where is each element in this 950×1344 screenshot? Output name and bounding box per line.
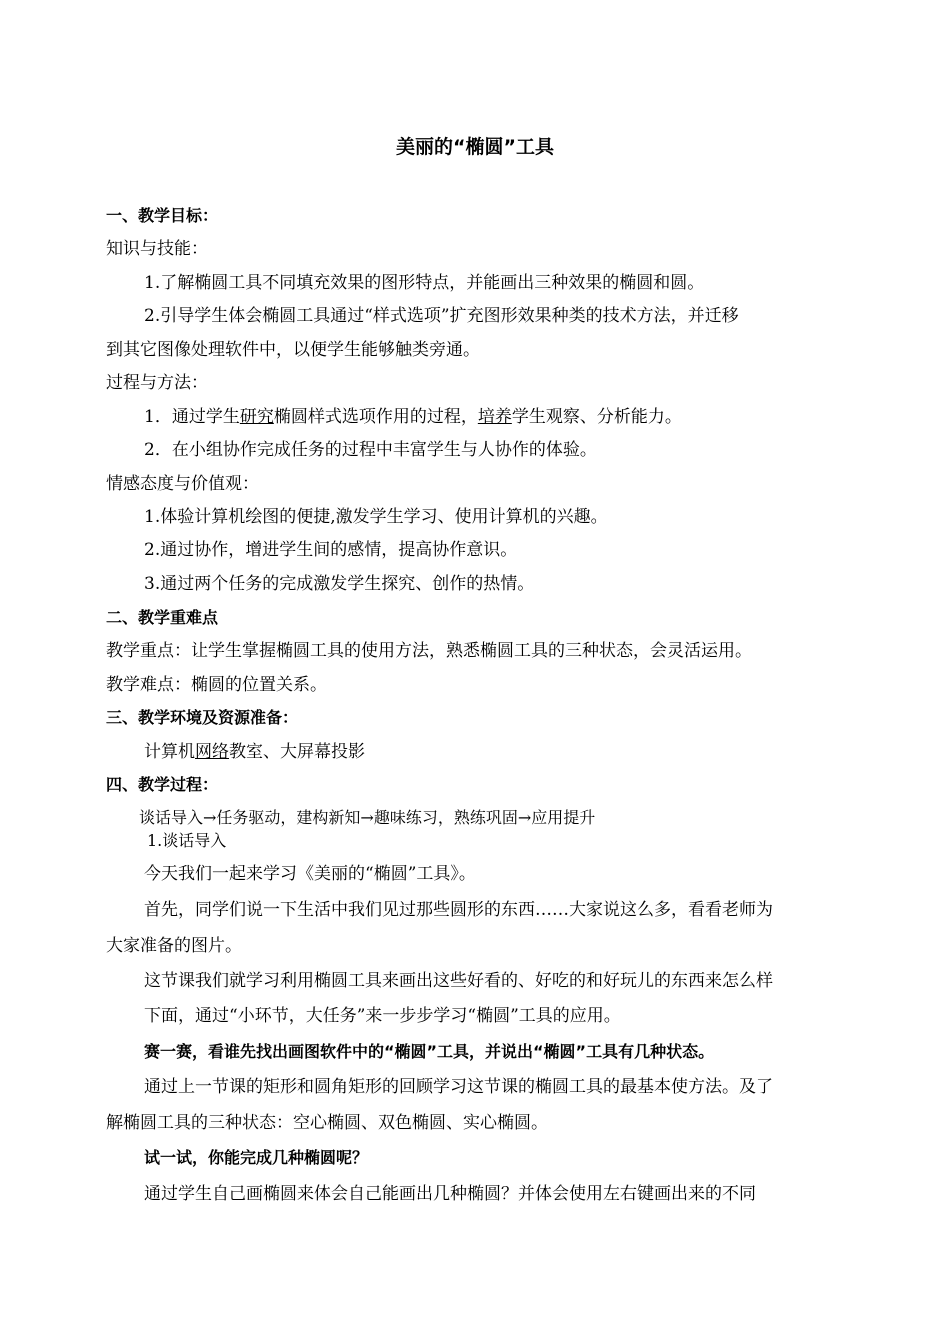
task-2-bold: 试一试，你能完成几种椭圆呢？ [144, 1148, 369, 1167]
emotion-item-1: 1.体验计算机绘图的便捷,激发学生学习、使用计算机的兴趣。 [144, 507, 608, 527]
emotion-item-2: 2.通过协作，增进学生间的感情，提高协作意识。 [144, 540, 518, 560]
section-3-heading: 三、教学环境及资源准备： [106, 708, 299, 727]
step-1-label: 1.谈话导入 [147, 831, 227, 850]
key-point: 教学重点：让学生掌握椭圆工具的使用方法，熟悉椭圆工具的三种状态，会灵活运用。 [106, 641, 752, 661]
underlined-word-cultivate: 培养 [477, 407, 512, 427]
paragraph-2-line-1: 首先，同学们说一下生活中我们见过那些圆形的东西……大家说这么多，看看老师为 [144, 900, 773, 920]
environment-text: 计算机网络教室、大屏幕投影 [144, 742, 365, 762]
paragraph-1: 今天我们一起来学习《美丽的“椭圆”工具》。 [144, 864, 476, 884]
task-1-bold: 赛一赛，看谁先找出画图软件中的“椭圆”工具，并说出“椭圆”工具有几种状态。 [144, 1042, 715, 1061]
section-1-heading: 一、教学目标： [106, 206, 219, 225]
emotion-item-3: 3.通过两个任务的完成激发学生探究、创作的热情。 [144, 574, 535, 594]
underlined-word-network: 网络 [195, 742, 229, 762]
paragraph-4-line-1: 通过上一节课的矩形和圆角矩形的回顾学习这节课的椭圆工具的最基本使方法。及了 [144, 1077, 773, 1097]
section-4-heading: 四、教学过程： [106, 775, 219, 794]
process-label: 过程与方法： [106, 373, 208, 393]
process-flow: 谈话导入→任务驱动，建构新知→趣味练习，熟练巩固→应用提升 [139, 808, 596, 827]
document-title: 美丽的“椭圆”工具 [396, 136, 554, 158]
difficult-point: 教学难点：椭圆的位置关系。 [106, 675, 327, 695]
underlined-word-research: 研究 [239, 407, 274, 427]
knowledge-item-2-line-2: 到其它图像处理软件中，以便学生能够触类旁通。 [106, 340, 480, 360]
knowledge-item-2-line-1: 2.引导学生体会椭圆工具通过“样式选项”扩充图形效果种类的技术方法，并迁移 [144, 306, 739, 326]
paragraph-3-line-2: 下面，通过“小环节，大任务”来一步步学习“椭圆”工具的应用。 [144, 1006, 621, 1026]
knowledge-item-1: 1.了解椭圆工具不同填充效果的图形特点，并能画出三种效果的椭圆和圆。 [144, 273, 705, 293]
paragraph-3-line-1: 这节课我们就学习利用椭圆工具来画出这些好看的、好吃的和好玩儿的东西来怎么样 [144, 971, 773, 991]
paragraph-4-line-2: 解椭圆工具的三种状态：空心椭圆、双色椭圆、实心椭圆。 [106, 1113, 548, 1133]
paragraph-5: 通过学生自己画椭圆来体会自己能画出几种椭圆？并体会使用左右键画出来的不同 [144, 1184, 756, 1204]
paragraph-2-line-2: 大家准备的图片。 [106, 936, 242, 956]
section-2-heading: 二、教学重难点 [106, 608, 219, 627]
process-item-1: 1．通过学生研究椭圆样式选项作用的过程，培养学生观察、分析能力。 [144, 407, 682, 427]
emotion-label: 情感态度与价值观： [106, 474, 259, 494]
process-item-2: 2．在小组协作完成任务的过程中丰富学生与人协作的体验。 [144, 440, 597, 460]
knowledge-label: 知识与技能： [106, 239, 208, 259]
